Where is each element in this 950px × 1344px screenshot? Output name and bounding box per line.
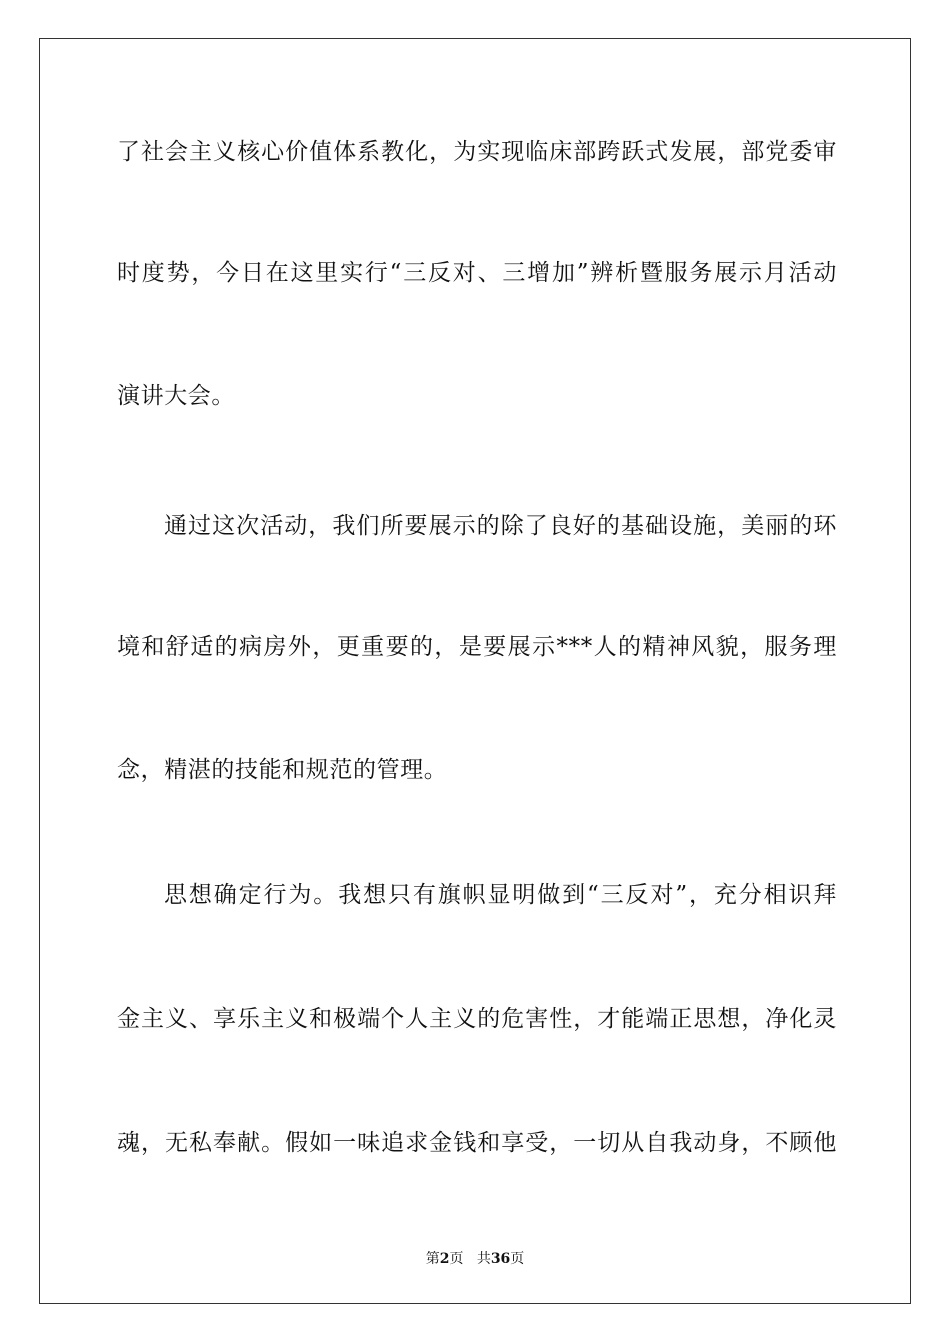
body-text-line-6: 念，精湛的技能和规范的管理。 (117, 757, 448, 783)
body-text-line-2: 时度势，今日在这里实行“三反对、三增加”辨析暨服务展示月活动 (117, 260, 837, 286)
page-border (39, 38, 911, 1304)
body-text-line-5: 境和舒适的病房外，更重要的，是要展示***人的精神风貌，服务理 (117, 634, 837, 660)
footer-total-suffix: 页 (510, 1251, 525, 1267)
footer-page-prefix: 第 (425, 1251, 440, 1267)
footer-page-number: 2 (439, 1251, 450, 1267)
page-footer (0, 1248, 950, 1268)
body-text-line-8: 金主义、享乐主义和极端个人主义的危害性，才能端正思想，净化灵 (117, 1006, 837, 1032)
body-text-line-9: 魂，无私奉献。假如一味追求金钱和享受，一切从自我动身，不顾他 (117, 1130, 837, 1156)
footer-page-suffix: 页 (449, 1251, 464, 1267)
footer-total-prefix: 共 (476, 1251, 491, 1267)
body-text-line-4: 通过这次活动，我们所要展示的除了良好的基础设施，美丽的环 (164, 513, 837, 539)
footer-total-pages: 36 (490, 1251, 511, 1267)
body-text-line-3: 演讲大会。 (117, 383, 235, 409)
body-text-line-7: 思想确定行为。我想只有旗帜显明做到“三反对”，充分相识拜 (164, 882, 837, 908)
body-text-line-1: 了社会主义核心价值体系教化，为实现临床部跨跃式发展，部党委审 (117, 139, 837, 165)
